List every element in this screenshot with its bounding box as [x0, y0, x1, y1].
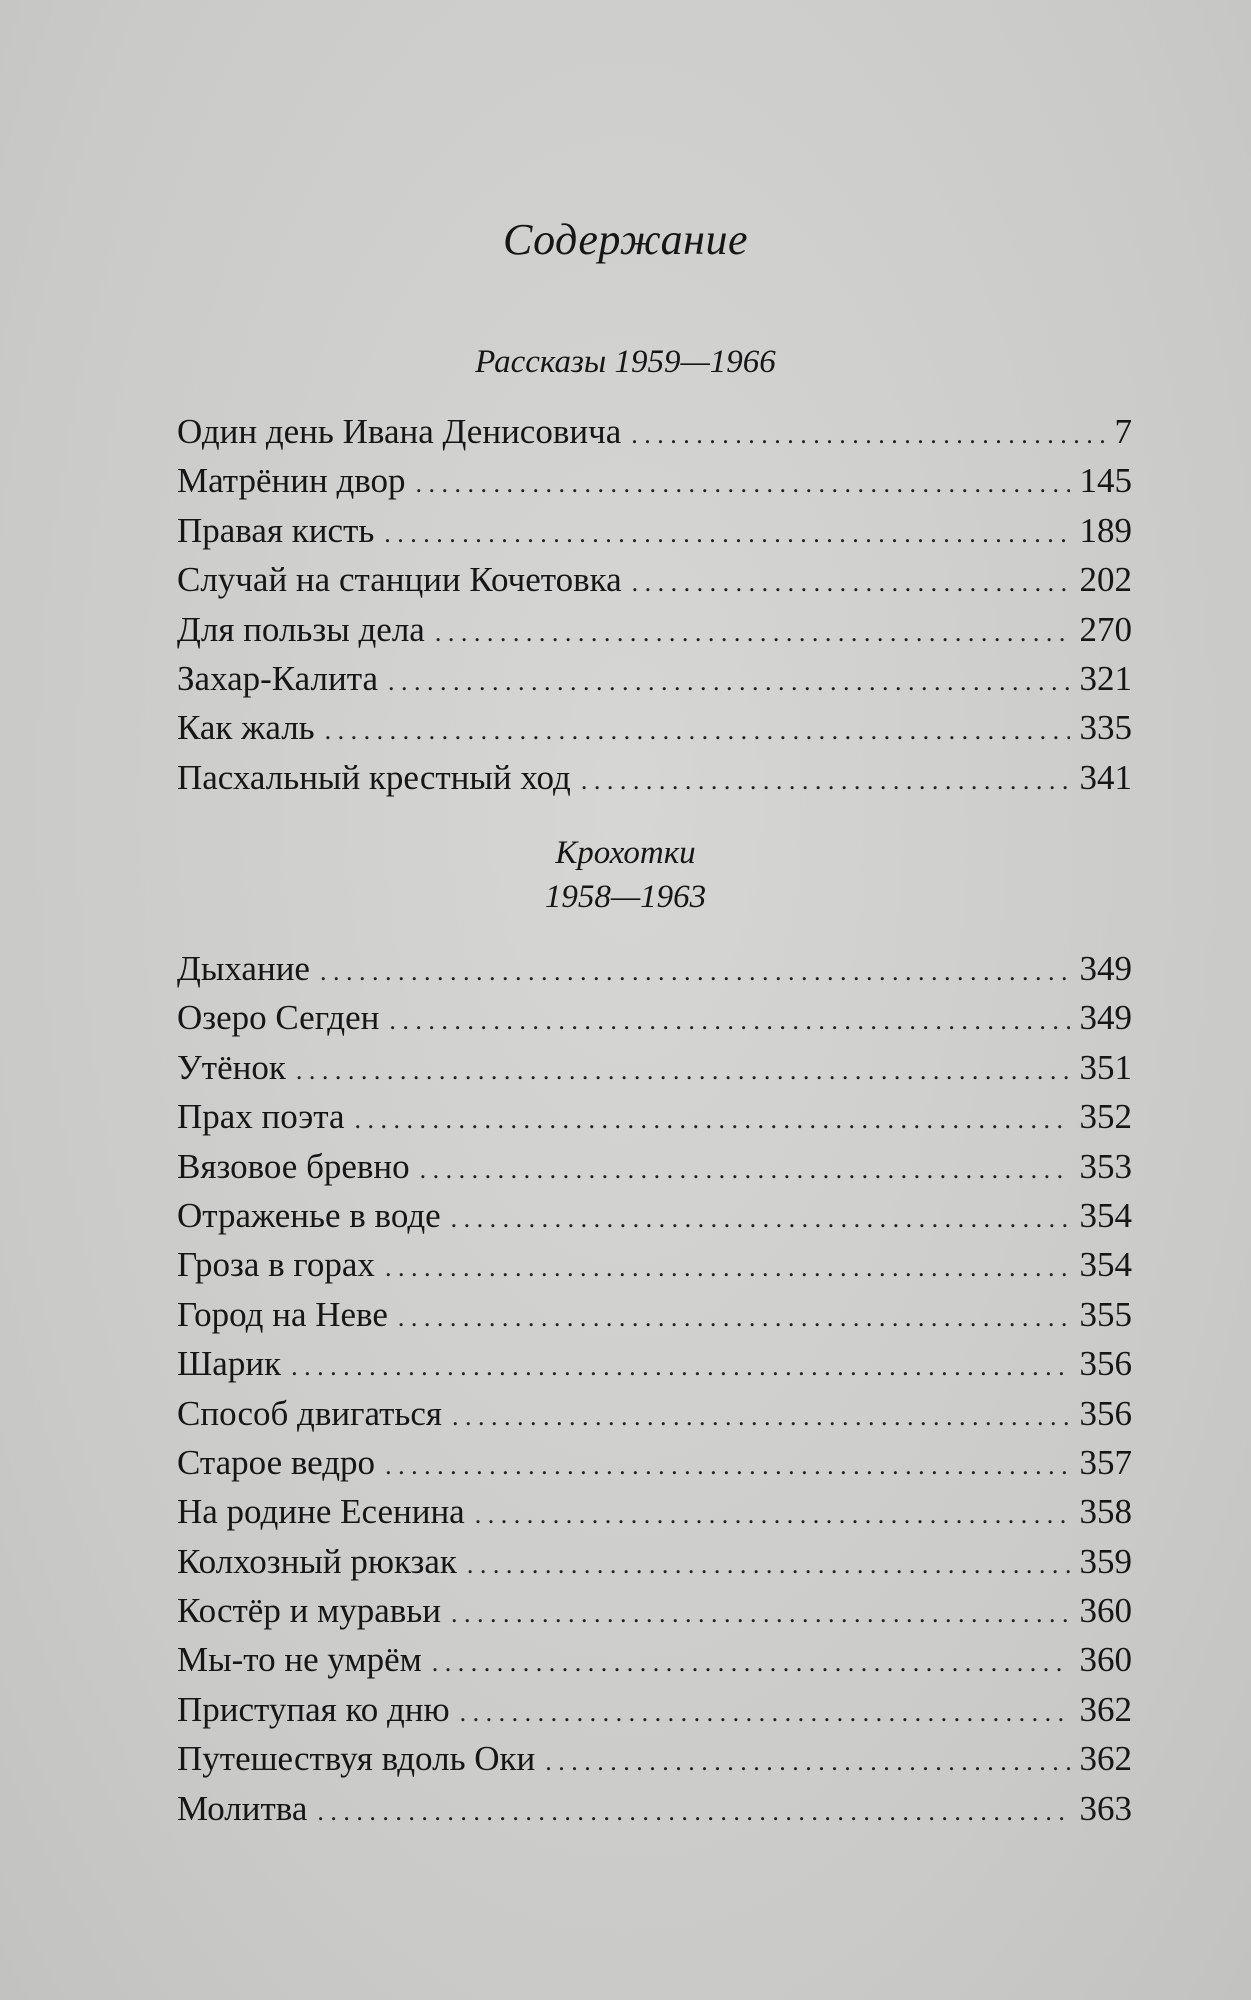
entry-title: Прах поэта [177, 1097, 345, 1137]
dot-leader [467, 1540, 1070, 1589]
toc-entry[interactable] [177, 1586, 1132, 1635]
dot-leader [451, 1194, 1070, 1243]
entry-title: Дыхание [177, 949, 310, 988]
entry-title: Отраженье в воде [177, 1195, 441, 1235]
toc-entry[interactable] [177, 456, 1132, 505]
page-number: 359 [1079, 1541, 1132, 1581]
entry-title: Пасхальный крестный ход [177, 757, 571, 797]
dot-leader [320, 947, 1070, 996]
toc-entry[interactable] [177, 703, 1132, 752]
dot-leader [398, 1293, 1070, 1342]
toc-entry[interactable] [177, 1784, 1132, 1833]
toc-entry[interactable] [177, 944, 1132, 993]
entry-title: Приступая ко дню [177, 1689, 450, 1729]
entry-title: Вязовое бревно [177, 1146, 410, 1186]
page-number: 356 [1079, 1393, 1132, 1433]
page-number: 7 [1114, 412, 1132, 451]
entry-title: Один день Ивана Денисовича [177, 412, 622, 451]
toc-entry[interactable] [177, 1685, 1132, 1734]
section-heading-line: Крохотки [555, 835, 696, 871]
entry-title: Озеро Сегден [177, 998, 380, 1038]
entry-title: Правая кисть [177, 510, 375, 550]
toc-entry[interactable] [177, 1339, 1132, 1388]
dot-leader [388, 657, 1070, 706]
toc-entry[interactable] [177, 605, 1132, 654]
page-number: 354 [1079, 1195, 1132, 1235]
entry-title: Случай на станции Кочетовка [177, 560, 622, 600]
toc-entry[interactable] [177, 1487, 1132, 1536]
toc-list-krokhotki [177, 944, 1132, 1833]
dot-leader [631, 410, 1104, 459]
dot-leader [420, 1145, 1070, 1194]
entry-title: Захар-Калита [177, 658, 378, 698]
dot-leader [291, 1342, 1069, 1391]
dot-leader [581, 756, 1070, 805]
toc-entry[interactable] [177, 1537, 1132, 1586]
toc-entry[interactable] [177, 753, 1132, 802]
page-number: 351 [1079, 1047, 1132, 1087]
entry-title: Старое ведро [177, 1442, 376, 1482]
page-number: 357 [1079, 1442, 1132, 1482]
section-heading-krokhotki [0, 831, 1251, 919]
entry-title: Гроза в горах [177, 1245, 375, 1285]
toc-entry[interactable] [177, 1389, 1132, 1438]
dot-leader [432, 1638, 1070, 1687]
page-number: 356 [1079, 1344, 1132, 1384]
toc-entry[interactable] [177, 407, 1132, 456]
section-heading-line: 1958—1963 [544, 879, 707, 915]
entry-title: Матрёнин двор [177, 461, 406, 501]
dot-leader [385, 1441, 1069, 1490]
dot-leader [475, 1490, 1070, 1539]
toc-entry[interactable] [177, 1240, 1132, 1289]
toc-entry[interactable] [177, 1092, 1132, 1141]
toc-entry[interactable] [177, 1142, 1132, 1191]
page-number: 358 [1079, 1492, 1132, 1532]
entry-title: Молитва [177, 1788, 308, 1828]
page-number: 349 [1079, 949, 1132, 988]
entry-title: Колхозный рюкзак [177, 1541, 457, 1581]
page-number: 354 [1079, 1245, 1132, 1285]
section-heading-line: Рассказы 1959—1966 [475, 344, 776, 380]
entry-title: Шарик [177, 1344, 282, 1384]
dot-leader [416, 459, 1070, 508]
page-number: 353 [1079, 1146, 1132, 1186]
page-number: 145 [1079, 461, 1132, 501]
toc-entry[interactable] [177, 654, 1132, 703]
page-number: 189 [1079, 510, 1132, 550]
entry-title: Способ двигаться [177, 1393, 442, 1433]
section-heading-stories [0, 340, 1251, 384]
page-number: 362 [1079, 1739, 1132, 1779]
entry-title: Утёнок [177, 1047, 286, 1087]
page-number: 321 [1079, 658, 1132, 698]
toc-entry[interactable] [177, 555, 1132, 604]
toc-entry[interactable] [177, 1635, 1132, 1684]
page-number: 270 [1079, 609, 1132, 649]
dot-leader [296, 1046, 1070, 1095]
entry-title: На родине Есенина [177, 1492, 465, 1532]
page-number: 341 [1079, 757, 1132, 797]
toc-entry[interactable] [177, 1438, 1132, 1487]
dot-leader [452, 1392, 1070, 1441]
page-title: Содержание [502, 215, 748, 264]
page-number: 362 [1079, 1689, 1132, 1729]
entry-title: Мы-то не умрём [177, 1640, 422, 1680]
entry-title: Для пользы дела [177, 609, 425, 649]
dot-leader [389, 996, 1069, 1045]
toc-entry[interactable] [177, 1191, 1132, 1240]
entry-title: Как жаль [177, 708, 315, 748]
page-number: 202 [1079, 560, 1132, 600]
dot-leader [435, 608, 1070, 657]
page-number: 355 [1079, 1294, 1132, 1334]
toc-entry[interactable] [177, 1043, 1132, 1092]
dot-leader [384, 509, 1069, 558]
page-number: 349 [1079, 998, 1132, 1038]
toc-entry[interactable] [177, 1734, 1132, 1783]
entry-title: Город на Неве [177, 1294, 388, 1334]
dot-leader [460, 1688, 1070, 1737]
dot-leader [632, 558, 1070, 607]
entry-title: Путешествуя вдоль Оки [177, 1739, 536, 1779]
page-number: 352 [1079, 1097, 1132, 1137]
toc-list-stories [177, 407, 1132, 802]
page-number: 363 [1079, 1788, 1132, 1828]
dot-leader [325, 706, 1070, 755]
dot-leader [385, 1243, 1070, 1292]
dot-leader [355, 1095, 1070, 1144]
toc-entry[interactable] [177, 506, 1132, 555]
dot-leader [451, 1589, 1070, 1638]
dot-leader [545, 1737, 1069, 1786]
page-number: 360 [1079, 1640, 1132, 1680]
dot-leader [317, 1787, 1069, 1836]
toc-entry[interactable] [177, 1290, 1132, 1339]
page-number: 335 [1079, 708, 1132, 748]
entry-title: Костёр и муравьи [177, 1591, 441, 1631]
toc-entry[interactable] [177, 993, 1132, 1042]
page-number: 360 [1079, 1591, 1132, 1631]
